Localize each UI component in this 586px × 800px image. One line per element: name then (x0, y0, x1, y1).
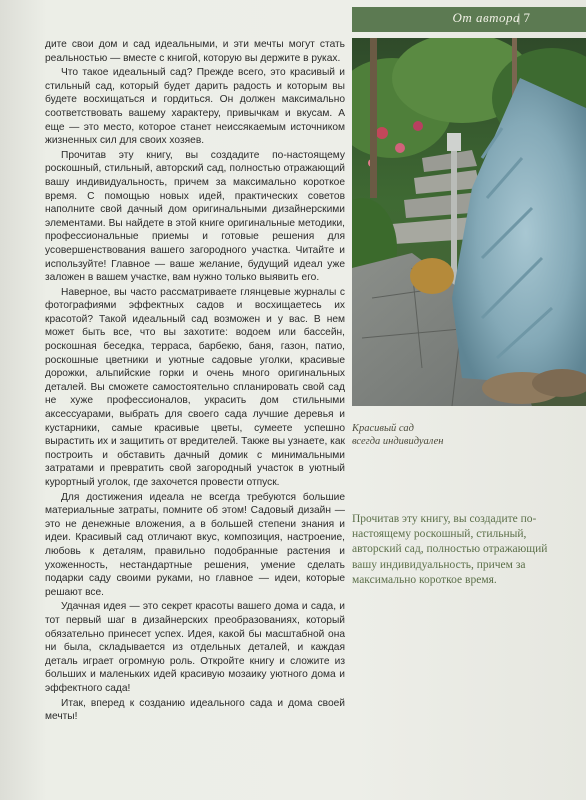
page-number: | 7 (517, 10, 530, 25)
caption-line: Красивый сад (352, 423, 414, 434)
main-text-column (45, 38, 345, 724)
paragraph: Прочитав эту книгу, вы создадите по-настоящему роскошный, стильный, авторский сад, полностью отражающий вашу индивидуальность, причем за максимально короткое время. С помощью новых идей, практических советов наполните свой дачный дом оригинальными дизайнерскими элементами. Вы найдете в этой книге оригинальные методики, профессиональные приемы и готовые решения для усовершенствования вашего загородного участка. Читайте и используйте! Главное — ваше желание, будущий идеал уже заложен в вашем участке, вам нужно только выявить его. (45, 149, 345, 284)
garden-photo (352, 38, 586, 406)
paragraph: Итак, вперед к созданию идеального сада и дома своей мечты! (45, 697, 345, 723)
paragraph: Удачная идея — это секрет красоты вашего дома и сада, и тот первый шаг в дизайнерских преобразованиях, который обязательно принесет успех. Идея, какой бы масштабной она ни была, складывается из отдельных деталей, и каждая деталь играет огромную роль. Откройте книгу и сложите из больших и маленьких идей красивую мозаику уютного дома и эффектного сада! (45, 601, 345, 694)
paragraph: Что такое идеальный сад? Прежде всего, это красивый и стильный сад, который будет дарить радость и которым вы будете восхищаться и гордиться. Он должен максимально соответствовать вашему характеру, привычкам и вкусам. А еще — это место, которое станет неиссякаемым источником жизненных сил для своих хозяев. (45, 67, 345, 147)
paragraph: Наверное, вы часто рассматриваете глянцевые журналы с фотографиями эффектных садов и восхищаетесь их красотой? Такой идеальный сад возможен и у вас. В нем может быть все, что вы захотите: водоем или бассейн, роскошная беседка, терраса, барбекю, баня, газон, патио, роскошные цветники и уютные садовые уголки, красивые дорожки, альпийские горки и очень много оригинальных деталей. Вы сможете самостоятельно спланировать свой сад не хуже профессионалов, украсить дом стильными аксессуарами, выбрать для своего сада лучшие деревья и кустарники, самые красивые цветы, сумеете успешно вырастить их и защитить от вредителей. Также вы узнаете, как построить и обставить дачный домик с минимальными затратами и превратить свой загородный участок в уютный курортный уголок, где захочется провести отпуск. (45, 286, 345, 488)
paragraph: Для достижения идеала не всегда требуются большие материальные затраты, помните об этом! Садовый дизайн — это не денежные вложения, а в большей степени знания и идеи. Красивый сад отличают вкус, композиция, настроение, любовь к деталям, правильно подобранные растения и ухоженность, нестандартные решения, умение сделать подарки саду своими руками, но главное — идеи, которые решают все. (45, 491, 345, 598)
caption-line: всегда индивидуален (352, 436, 444, 447)
paragraph: дите свои дом и сад идеальными, и эти мечты могут стать реальностью — вместе с книгой, которую вы держите в руках. (45, 39, 345, 64)
section-title: От автора (452, 10, 520, 25)
photo-caption (352, 422, 552, 448)
pull-quote: Прочитав эту книгу, вы создадите по-настоящему роскошный, стильный, авторский сад, полностью отражающий вашу индивидуальность, причем за максимально короткое время. (352, 513, 548, 586)
